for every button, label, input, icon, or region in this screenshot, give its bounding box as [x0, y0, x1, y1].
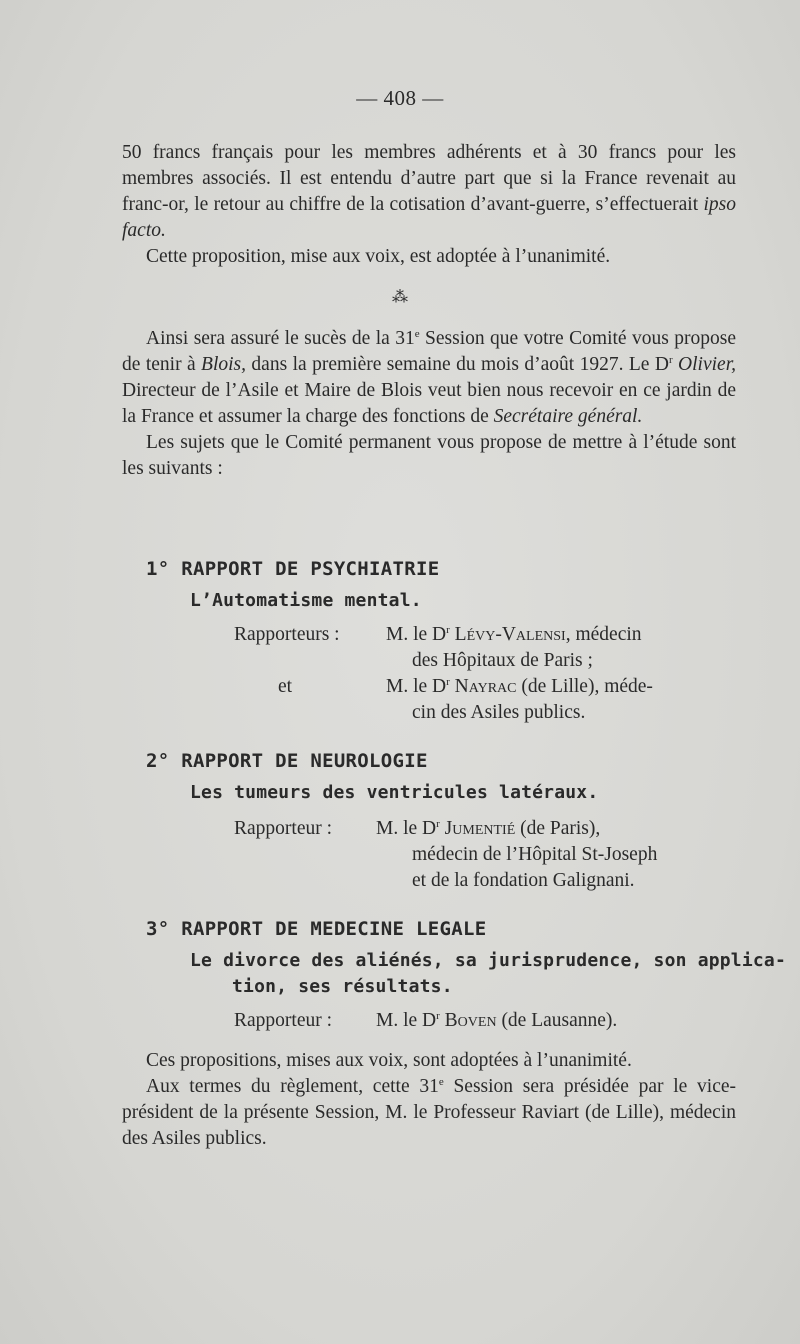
- report-rapporteur-line: M. le $D^r$ Lévy-Valensi, médecin: [386, 624, 642, 645]
- report-subject: Le divorce des aliénés, sa jurisprudence, son applica-: [190, 950, 786, 971]
- paragraph-adoption: Cette proposition, mise aux voix, est adoptée à l’unanimité.: [146, 246, 611, 267]
- italic-phrase: ipso facto.: [122, 194, 736, 241]
- report-role: Rapporteur :: [234, 1010, 333, 1031]
- report-heading-neurologie: 2° RAPPORT DE NEUROLOGIE: [146, 750, 428, 772]
- report-subject: tion, ses résultats.: [232, 976, 453, 997]
- report-rapporteur-affiliation: cin des Asiles publics.: [412, 702, 586, 723]
- report-rapporteur-line: M. le $D^r$ Boven (de Lausanne).: [376, 1010, 618, 1031]
- report-heading-psychiatrie: 1° RAPPORT DE PSYCHIATRIE: [146, 558, 440, 580]
- report-rapporteur-line: M. le $D^r$ Jumentié (de Paris),: [376, 818, 601, 839]
- report-rapporteur-affiliation: des Hôpitaux de Paris ;: [412, 650, 593, 671]
- report-rapporteur-line: M. le $D^r$ Nayrac (de Lille), méde-: [386, 676, 653, 697]
- report-rapporteur-affiliation: et de la fondation Galignani.: [412, 870, 635, 891]
- place-blois: Blois,: [201, 354, 247, 375]
- report-rapporteur-affiliation: médecin de l’Hôpital St-Joseph: [412, 844, 658, 865]
- paragraph-session: Ainsi sera assuré le sucès de la 31e Session que votre Comité vous propose de tenir à Blois, dans la première semaine du mois d’août 1927. Le $D^r$ Olivier, Directeur de l’Asile et Maire de Blois veut bien nous recevoir en ce jardin de la France et assumer la charge des fonctions de Secrétaire général. Les sujets que le Comité permanent vous propose de mettre à l’étude sont les suivants :: [122, 326, 736, 482]
- paragraph-adoption: Ces propositions, mises aux voix, sont adoptées à l’unanimité.: [146, 1050, 632, 1071]
- section-separator: ⁂: [392, 289, 408, 306]
- report-role: Rapporteurs :: [234, 624, 340, 645]
- paragraph-presidence: Aux termes du règlement, cette 31e Session sera présidée par le vice-président de la présente Session, M. le Professeur Raviart (de Lille), médecin des Asiles publics.: [122, 1076, 736, 1149]
- report-heading-medecine-legale: 3° RAPPORT DE MEDECINE LEGALE: [146, 918, 487, 940]
- page-number: — 408 —: [356, 86, 444, 110]
- paragraph-cotisation: [122, 140, 736, 270]
- title-secretaire: Secrétaire général.: [493, 406, 643, 427]
- report-subject: Les tumeurs des ventricules latéraux.: [190, 782, 599, 803]
- paragraph-closing: [122, 1048, 736, 1152]
- report-conjunction: et: [278, 676, 293, 697]
- paragraph-text: 50 francs français pour les membres adhérents et à 30 francs pour les membres associés. Il est entendu d’autre part que si la France revenait au franc-or, le retour au chiffre de la cotisation d’avant-guerre, s’effectuerait: [122, 142, 736, 215]
- report-role: Rapporteur :: [234, 818, 333, 839]
- name-olivier: Olivier,: [678, 354, 736, 375]
- report-subject: L’Automatisme mental.: [190, 590, 422, 611]
- paragraph-subjects: Les sujets que le Comité permanent vous propose de mettre à l’étude sont les suivants :: [122, 432, 736, 479]
